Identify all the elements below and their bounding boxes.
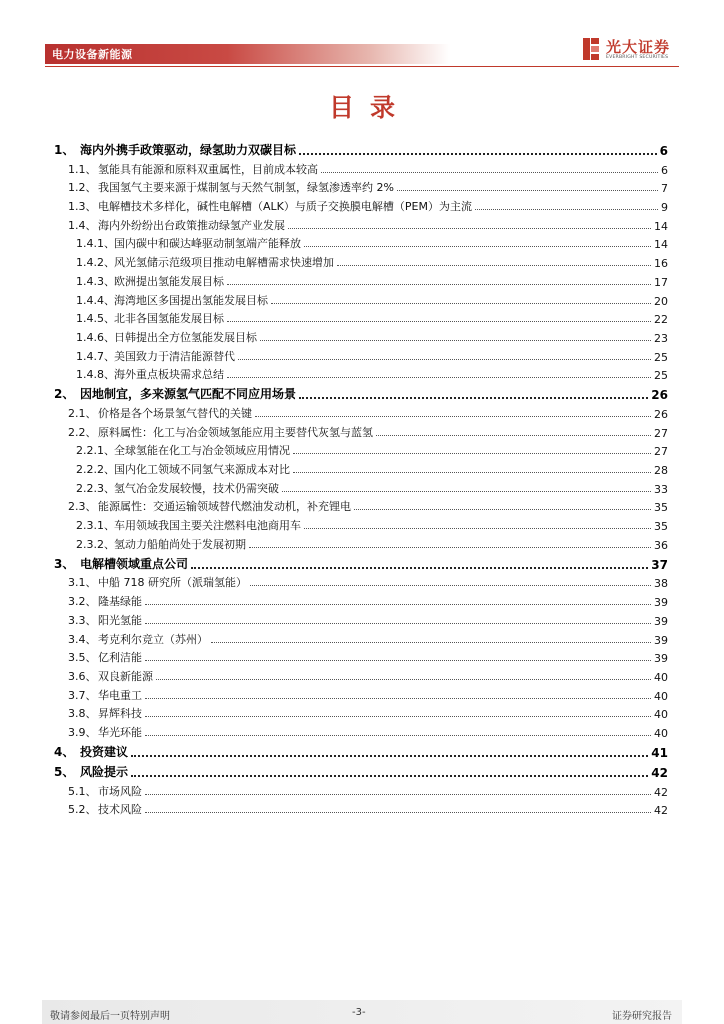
toc-dot-leader — [293, 453, 651, 454]
toc-dot-leader — [191, 567, 648, 569]
toc-entry-number: 1.4.2、 — [76, 256, 115, 270]
toc-entry-number: 2.2、 — [68, 425, 97, 439]
toc-entry-title: 北非各国氢能发展目标 — [114, 312, 224, 326]
toc-dot-leader — [282, 491, 651, 492]
toc-entry-page: 40 — [654, 708, 668, 722]
toc-dot-leader — [288, 228, 651, 229]
toc-dot-leader — [321, 172, 658, 173]
toc-entry-title: 华电重工 — [98, 688, 142, 702]
toc-entry-title: 能源属性：交通运输领域替代燃油发动机，补充锂电 — [98, 500, 351, 514]
toc-entry-title: 中船 718 研究所（派瑞氢能） — [98, 576, 247, 590]
footer-disclaimer: 敬请参阅最后一页特别声明 — [50, 1011, 170, 1022]
toc-dot-leader — [376, 435, 651, 436]
toc-entry-title: 氢能具有能源和原料双重属性，目前成本较高 — [98, 162, 318, 176]
toc-entry-title: 华光环能 — [98, 725, 142, 739]
toc-entry-page: 25 — [654, 369, 668, 383]
toc-dot-leader — [249, 547, 651, 548]
toc-dot-leader — [227, 377, 651, 378]
toc-dot-leader — [156, 679, 651, 680]
toc-entry-number: 3.1、 — [68, 576, 97, 590]
toc-entry[interactable] — [54, 703, 668, 722]
toc-entry[interactable] — [54, 251, 668, 270]
toc-entry-title: 海湾地区多国提出氢能发展目标 — [114, 293, 268, 307]
toc-entry[interactable] — [54, 364, 668, 383]
toc-entry[interactable] — [54, 195, 668, 214]
toc-entry-number: 2.3.1、 — [76, 519, 115, 533]
toc-entry-title: 考克利尔竞立（苏州） — [98, 632, 208, 646]
toc-entry-page: 14 — [654, 238, 668, 252]
toc-dot-leader — [304, 246, 651, 247]
toc-entry-page: 23 — [654, 331, 668, 345]
toc-entry-number: 5.1、 — [68, 784, 97, 798]
toc-entry[interactable] — [54, 799, 668, 818]
toc-entry-page: 42 — [651, 765, 668, 780]
toc-entry-title: 隆基绿能 — [98, 595, 142, 609]
toc-entry[interactable] — [54, 740, 668, 760]
company-logo — [581, 36, 681, 64]
toc-entry-page: 6 — [661, 163, 668, 177]
toc-entry-number: 2.2.1、 — [76, 444, 115, 458]
toc-entry-page: 27 — [654, 426, 668, 440]
footer-page-number: -3- — [352, 1007, 366, 1018]
toc-entry-title: 电解槽领域重点公司 — [80, 556, 189, 571]
toc-dot-leader — [304, 528, 651, 529]
toc-entry[interactable] — [54, 533, 668, 552]
toc-entry-number: 3.9、 — [68, 725, 97, 739]
toc-entry-page: 40 — [654, 726, 668, 740]
toc-entry-title: 美国致力于清洁能源替代 — [114, 349, 235, 363]
toc-entry-page: 39 — [654, 633, 668, 647]
toc-entry-title: 市场风险 — [98, 784, 142, 798]
toc-entry-title: 氢动力船舶尚处于发展初期 — [114, 537, 246, 551]
toc-entry-page: 40 — [654, 670, 668, 684]
toc-entry[interactable] — [54, 440, 668, 459]
toc-entry-number: 3.8、 — [68, 707, 97, 721]
toc-entry[interactable] — [54, 647, 668, 666]
toc-entry-number: 1、 — [54, 143, 75, 157]
toc-entry-title: 车用领域我国主要关注燃料电池商用车 — [114, 519, 301, 533]
toc-entry-title: 技术风险 — [98, 803, 142, 817]
toc-entry-number: 1.1、 — [68, 162, 97, 176]
toc-entry-number: 2、 — [54, 387, 75, 402]
header-category-band — [45, 44, 450, 64]
toc-dot-leader — [238, 359, 651, 360]
toc-dot-leader — [145, 716, 651, 717]
toc-entry-page: 9 — [661, 201, 668, 215]
toc-dot-leader — [475, 209, 658, 210]
toc-dot-leader — [250, 585, 651, 586]
toc-dot-leader — [227, 321, 651, 322]
toc-entry[interactable] — [54, 628, 668, 647]
toc-dot-leader — [145, 735, 651, 736]
logo-subtitle: EVERBRIGHT SECURITIES — [606, 55, 669, 60]
toc-dot-leader — [145, 794, 651, 795]
toc-entry-title: 国内碳中和碳达峰驱动制氢端产能释放 — [114, 237, 301, 251]
toc-entry[interactable] — [54, 421, 668, 440]
toc-entry[interactable] — [54, 609, 668, 628]
toc-entry[interactable] — [54, 514, 668, 533]
toc-entry-page: 37 — [651, 557, 668, 572]
toc-entry-number: 3.2、 — [68, 595, 97, 609]
toc-entry[interactable] — [54, 590, 668, 609]
header-category: 电力设备新能源 — [52, 48, 133, 61]
toc-entry-page: 39 — [654, 652, 668, 666]
toc-entry[interactable] — [54, 177, 668, 196]
toc-entry-number: 1.3、 — [68, 200, 97, 214]
toc-entry-number: 2.2.3、 — [76, 481, 115, 495]
toc-entry-page: 17 — [654, 275, 668, 289]
toc-dot-leader — [397, 190, 658, 191]
toc-entry-number: 4、 — [54, 744, 75, 759]
toc-entry-title: 阳光氢能 — [98, 613, 142, 627]
toc-dot-leader — [354, 509, 651, 510]
toc-entry-page: 28 — [654, 464, 668, 477]
page-title: 目录 — [328, 93, 411, 122]
toc-entry-title: 风光氢储示范级项目推动电解槽需求快速增加 — [114, 256, 334, 270]
toc-entry[interactable] — [54, 233, 668, 252]
toc-dot-leader — [145, 660, 651, 661]
toc-dot-leader — [131, 775, 648, 777]
toc-dot-leader — [255, 416, 651, 417]
toc-entry-title: 电解槽技术多样化，碱性电解槽（ALK）与质子交换膜电解槽（PEM）为主流 — [98, 200, 472, 214]
toc-dot-leader — [337, 265, 651, 266]
toc-entry[interactable] — [54, 345, 668, 364]
toc-entry-number: 1.4.6、 — [76, 330, 115, 344]
toc-entry-page: 26 — [651, 388, 668, 403]
toc-entry-title: 我国氢气主要来源于煤制氢与天然气制氢，绿氢渗透率约 2% — [98, 181, 394, 195]
toc-entry-title: 双良新能源 — [98, 669, 153, 683]
toc-entry[interactable] — [54, 270, 668, 289]
toc-entry-number: 3.5、 — [68, 651, 97, 665]
toc-entry-title: 因地制宜，多来源氢气匹配不同应用场景 — [80, 387, 297, 402]
toc-dot-leader — [145, 604, 651, 605]
toc-entry-page: 39 — [654, 596, 668, 610]
toc-entry-page: 42 — [654, 785, 668, 799]
logo-name: 光大证券 — [606, 38, 671, 56]
toc-entry-page: 7 — [661, 182, 668, 196]
toc-dot-leader — [299, 153, 657, 155]
toc-entry-page: 33 — [654, 482, 668, 496]
toc-dot-leader — [145, 623, 651, 624]
toc-entry-number: 1.4.3、 — [76, 274, 115, 288]
toc-dot-leader — [271, 303, 651, 304]
toc-entry-page: 35 — [654, 520, 668, 534]
toc-entry[interactable] — [54, 308, 668, 327]
toc-dot-leader — [227, 284, 651, 285]
toc-entry[interactable] — [54, 158, 668, 177]
toc-entry-number: 1.4、 — [68, 218, 97, 232]
toc-entry-number: 1.4.7、 — [76, 349, 115, 363]
toc-entry-title: 海内外携手政策驱动，绿氢助力双碳目标 — [80, 143, 297, 157]
toc-entry-number: 2.2.2、 — [76, 463, 115, 476]
toc-entry[interactable] — [54, 326, 668, 345]
toc-entry[interactable] — [54, 552, 668, 572]
toc-entry-page: 42 — [654, 804, 668, 818]
table-of-contents — [54, 138, 668, 817]
toc-entry-title: 海内外纷纷出台政策推动绿氢产业发展 — [98, 218, 285, 232]
footer-report-type: 证券研究报告 — [612, 1011, 672, 1022]
everbright-logo-icon — [581, 36, 601, 62]
toc-entry[interactable] — [54, 760, 668, 780]
toc-dot-leader — [299, 397, 648, 399]
toc-entry-title: 原料属性：化工与冶金领域氢能应用主要替代灰氢与蓝氢 — [98, 425, 373, 439]
toc-entry-page: 14 — [654, 219, 668, 233]
toc-entry-page: 20 — [654, 294, 668, 308]
toc-entry[interactable] — [54, 496, 668, 515]
toc-dot-leader — [145, 698, 651, 699]
toc-entry-title: 昇辉科技 — [98, 707, 142, 721]
toc-entry-page: 38 — [654, 577, 668, 591]
toc-entry-title: 全球氢能在化工与冶金领域应用情况 — [114, 444, 290, 458]
toc-entry-title: 亿利洁能 — [98, 651, 142, 665]
toc-entry-page: 6 — [659, 144, 668, 158]
toc-entry-number: 3、 — [54, 556, 75, 571]
toc-entry-page: 25 — [654, 350, 668, 364]
toc-entry-number: 2.3、 — [68, 500, 97, 514]
toc-dot-leader — [131, 755, 648, 757]
toc-entry-title: 海外重点板块需求总结 — [114, 368, 224, 382]
toc-dot-leader — [145, 812, 651, 813]
toc-entry-page: 36 — [654, 538, 668, 552]
toc-entry-page: 39 — [654, 614, 668, 628]
toc-entry[interactable] — [54, 665, 668, 684]
toc-entry-page: 26 — [654, 407, 668, 421]
toc-entry-number: 3.6、 — [68, 669, 97, 683]
toc-entry-number: 2.1、 — [68, 406, 97, 420]
toc-entry-number: 5、 — [54, 764, 75, 779]
toc-entry[interactable] — [54, 780, 668, 799]
toc-entry[interactable] — [54, 572, 668, 591]
header-rule — [45, 66, 679, 67]
toc-entry-title: 欧洲提出氢能发展目标 — [114, 274, 224, 288]
toc-entry[interactable] — [54, 214, 668, 233]
toc-entry-page: 35 — [654, 501, 668, 515]
toc-entry[interactable] — [54, 684, 668, 703]
toc-entry[interactable] — [54, 289, 668, 308]
toc-entry-page: 22 — [654, 313, 668, 327]
toc-entry-number: 3.7、 — [68, 688, 97, 702]
toc-entry-title: 风险提示 — [80, 764, 129, 779]
toc-entry[interactable] — [54, 458, 668, 477]
toc-entry-number: 2.3.2、 — [76, 537, 115, 551]
toc-entry-page: 27 — [654, 445, 668, 459]
toc-dot-leader — [211, 642, 651, 643]
toc-entry-number: 3.4、 — [68, 632, 97, 646]
toc-entry-page: 41 — [651, 745, 668, 760]
toc-entry[interactable] — [54, 477, 668, 496]
toc-entry-page: 16 — [654, 257, 668, 271]
toc-dot-leader — [293, 472, 651, 473]
toc-dot-leader — [260, 340, 651, 341]
toc-entry-number: 1.2、 — [68, 181, 97, 195]
toc-entry-page: 40 — [654, 689, 668, 703]
toc-entry-number: 1.4.1、 — [76, 237, 115, 251]
toc-entry-title: 氢气冶金发展较慢，技术仍需突破 — [114, 481, 279, 495]
toc-entry-title: 价格是各个场景氢气替代的关键 — [98, 406, 252, 420]
toc-entry[interactable] — [54, 402, 668, 421]
toc-entry-number: 1.4.4、 — [76, 293, 115, 307]
toc-entry[interactable] — [54, 721, 668, 740]
toc-entry-title: 投资建议 — [80, 744, 129, 759]
toc-entry-number: 5.2、 — [68, 803, 97, 817]
toc-entry-title: 日韩提出全方位氢能发展目标 — [114, 330, 257, 344]
toc-entry-number: 3.3、 — [68, 613, 97, 627]
toc-entry-number: 1.4.5、 — [76, 312, 115, 326]
toc-entry-title: 国内化工领域不同氢气来源成本对比 — [114, 463, 290, 476]
toc-entry-number: 1.4.8、 — [76, 368, 115, 382]
toc-entry[interactable] — [54, 138, 668, 158]
toc-entry[interactable] — [54, 382, 668, 402]
